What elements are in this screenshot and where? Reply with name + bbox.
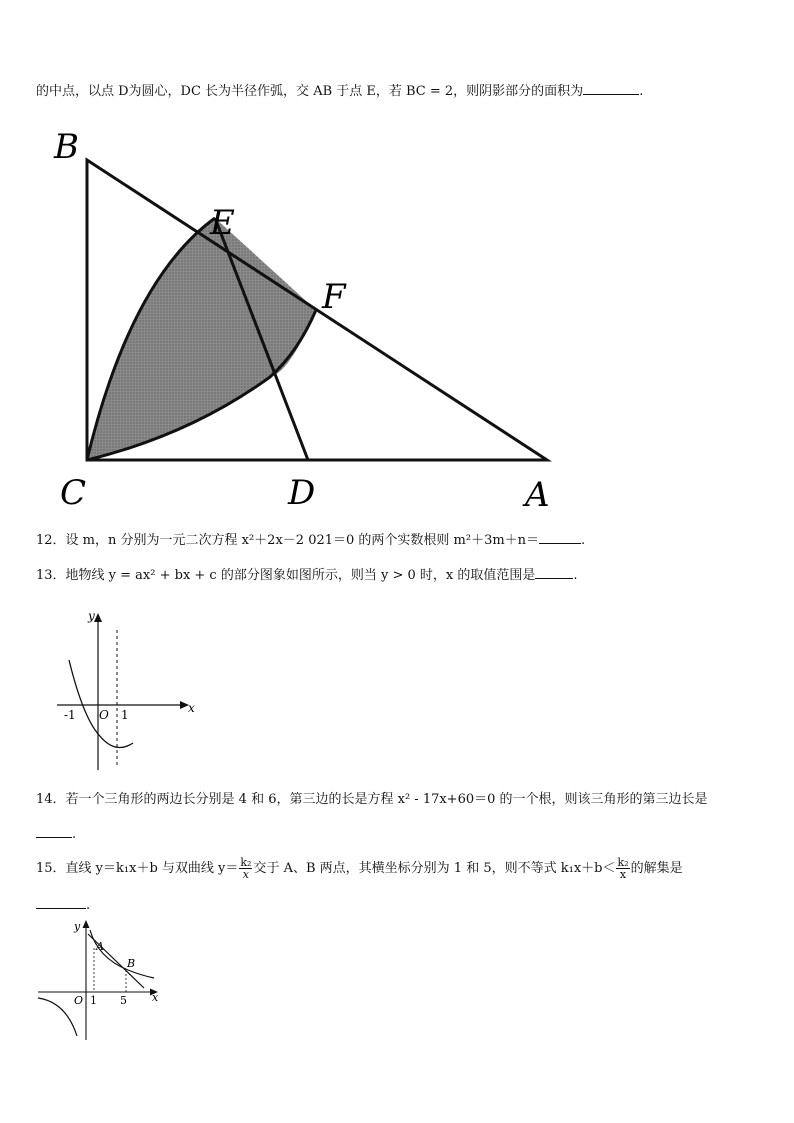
q13-period: . bbox=[573, 568, 578, 583]
q13-parabola-figure bbox=[55, 605, 205, 775]
q11-triangle-figure bbox=[40, 110, 580, 520]
label-y: y bbox=[88, 609, 95, 623]
q15-fraction-2: $\frac{\text{k₂}}{x}$ bbox=[617, 856, 629, 881]
label-o: O bbox=[74, 994, 84, 1007]
y-axis-arrow-icon bbox=[94, 613, 102, 622]
label-1: 1 bbox=[90, 994, 97, 1007]
label-c: C bbox=[60, 473, 87, 513]
q14-period: . bbox=[72, 827, 77, 842]
q12-text-line bbox=[36, 531, 585, 550]
q11-answer-blank[interactable] bbox=[583, 82, 639, 95]
q13-text-line bbox=[36, 566, 578, 585]
q11-text: 的中点，以点 D为圆心，DC 长为半径作弧，交 AB 于点 E，若 BC = 2，则阴影部分的面积为 bbox=[36, 84, 584, 99]
q14-blank-line bbox=[36, 825, 76, 844]
q15-hyperbola-figure bbox=[36, 918, 166, 1043]
q12-text: 12．设 m，n 分别为一元二次方程 x²＋2x－2 021＝0 的两个实数根则 m²＋3m＋n＝ bbox=[36, 533, 540, 548]
hyperbola-branch-q3 bbox=[38, 998, 77, 1036]
q15-text-b: 交于 A、B 两点，其横坐标分别为 1 和 5，则不等式 k₁x＋b＜ bbox=[253, 861, 616, 876]
q12-period: . bbox=[581, 533, 586, 548]
q14-answer-blank[interactable] bbox=[36, 825, 72, 838]
q13-text: 13．地物线 y = ax² + bx + c 的部分图象如图所示，则当 y > 0 时，x 的取值范围是 bbox=[36, 568, 536, 583]
label-b: B bbox=[54, 127, 79, 167]
label-x: x bbox=[188, 701, 195, 715]
label-a: A bbox=[96, 940, 104, 953]
label-f: F bbox=[322, 277, 346, 317]
hyperbola-branch-q1 bbox=[90, 930, 154, 978]
q11-period: . bbox=[639, 84, 644, 99]
q15-fraction-1: $\frac{\text{k₂}}{x}$ bbox=[240, 856, 252, 881]
q15-text-a: 15．直线 y＝k₁x＋b 与双曲线 y＝ bbox=[36, 861, 239, 876]
label-y: y bbox=[74, 920, 81, 933]
label-e: E bbox=[210, 203, 235, 243]
q11-text-line bbox=[36, 82, 643, 101]
parabola-curve bbox=[69, 660, 133, 748]
q15-text-line bbox=[36, 856, 683, 882]
label-a: A bbox=[525, 475, 550, 515]
label-x: x bbox=[152, 991, 159, 1004]
q15-text-c: 的解集是 bbox=[630, 861, 683, 876]
q15-blank-line bbox=[36, 896, 90, 915]
q15-answer-blank[interactable] bbox=[36, 896, 86, 909]
y-axis-arrow-icon bbox=[83, 920, 90, 928]
label-neg1: -1 bbox=[64, 708, 76, 722]
label-b: B bbox=[127, 957, 136, 970]
shaded-region bbox=[87, 218, 316, 460]
label-5: 5 bbox=[120, 994, 127, 1007]
q15-period: . bbox=[86, 898, 91, 913]
q14-text-line bbox=[36, 791, 708, 809]
q14-text: 14．若一个三角形的两边长分别是 4 和 6，第三边的长是方程 x² - 17x+60＝0 的一个根，则该三角形的第三边长是 bbox=[36, 792, 708, 807]
label-d: D bbox=[288, 473, 316, 513]
label-1: 1 bbox=[121, 708, 129, 722]
q12-answer-blank[interactable] bbox=[539, 531, 581, 544]
label-o: O bbox=[99, 708, 109, 722]
q13-answer-blank[interactable] bbox=[535, 566, 573, 579]
